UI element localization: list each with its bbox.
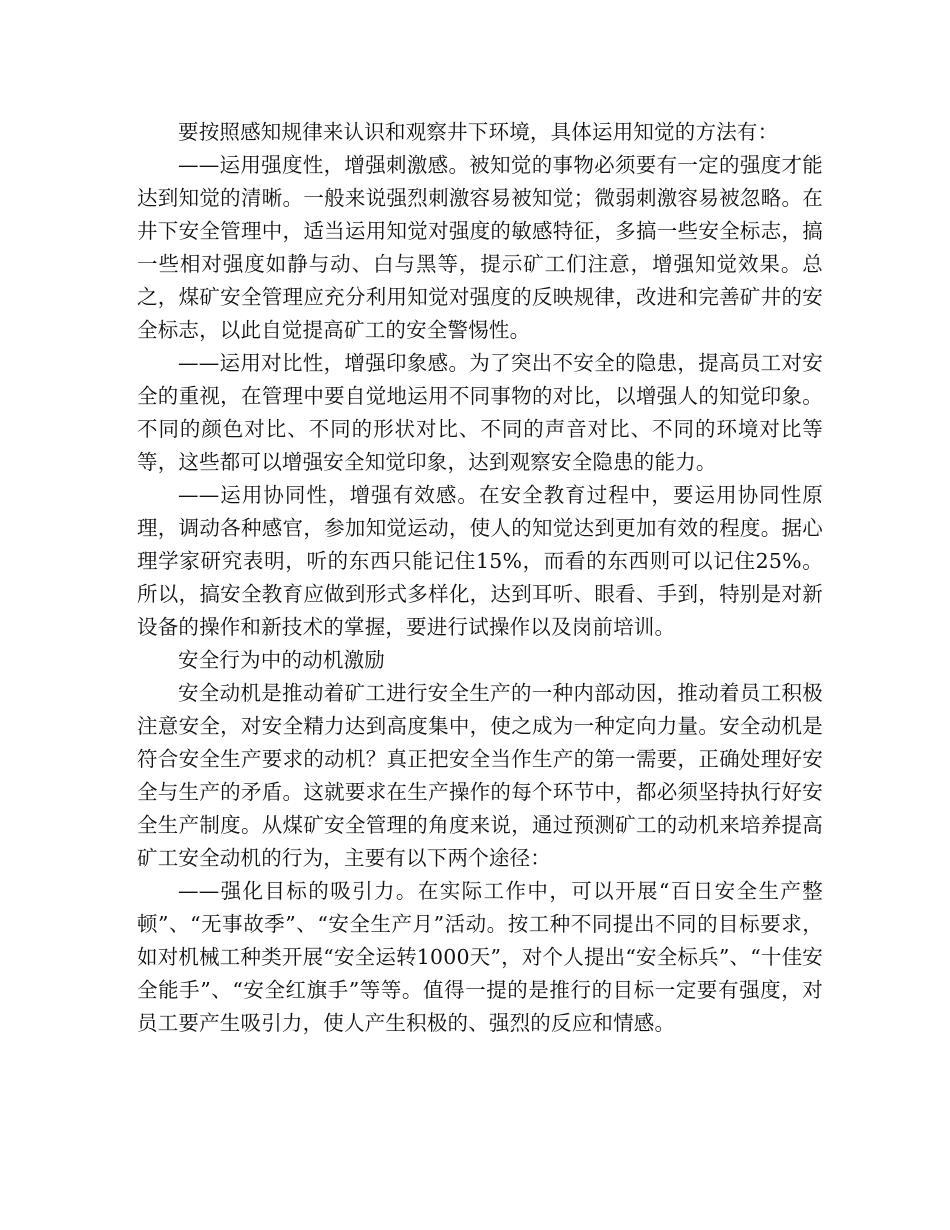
paragraph-goal-attraction: ——强化目标的吸引力。在实际工作中，可以开展“百日安全生产整顿”、“无事故季”、“安全生产月”活动。按工种不同提出不同的目标要求，如对机械工种类开展“安全运转1000天”，对个人提出“安全标兵”、“十佳安全能手”、“安全红旗手”等等。值得一提的是推行的目标一定要有强度，对员工要产生吸引力，使人产生积极的、强烈的反应和情感。 xyxy=(137,879,823,1035)
paragraph-synergy: ——运用协同性，增强有效感。在安全教育过程中，要运用协同性原理，调动各种感官，参加知觉运动，使人的知觉达到更加有效的程度。据心理学家研究表明，听的东西只能记住15%，而看的东西则可以记住25%。所以，搞安全教育应做到形式多样化，达到耳听、眼看、手到，特别是对新设备的操作和新技术的掌握，要进行试操作以及岗前培训。 xyxy=(137,483,823,639)
section-heading: 安全行为中的动机激励 xyxy=(178,648,385,672)
paragraph-intensity: ——运用强度性，增强刺激感。被知觉的事物必须要有一定的强度才能达到知觉的清晰。一般来说强烈刺激容易被知觉；微弱刺激容易被忽略。在井下安全管理中，适当运用知觉对强度的敏感特征，多搞一些安全标志，搞一些相对强度如静与动、白与黑等，提示矿工们注意，增强知觉效果。总之，煤矿安全管理应充分利用知觉对强度的反映规律，改进和完善矿井的安全标志，以此自觉提高矿工的安全警惕性。 xyxy=(137,153,823,342)
paragraph-contrast: ——运用对比性，增强印象感。为了突出不安全的隐患，提高员工对安全的重视，在管理中要自觉地运用不同事物的对比，以增强人的知觉印象。不同的颜色对比、不同的形状对比、不同的声音对比、不同的环境对比等等，这些都可以增强安全知觉印象，达到观察安全隐患的能力。 xyxy=(137,351,823,474)
paragraph-motivation: 安全动机是推动着矿工进行安全生产的一种内部动因，推动着员工积极注意安全，对安全精力达到高度集中，使之成为一种定向力量。安全动机是符合安全生产要求的动机？真正把安全当作生产的第一需要，正确处理好安全与生产的矛盾。这就要求在生产操作的每个环节中，都必须坚持执行好安全生产制度。从煤矿安全管理的角度来说，通过预测矿工的动机来培养提高矿工安全动机的行为，主要有以下两个途径： xyxy=(137,681,823,870)
paragraph-intro: 要按照感知规律来认识和观察井下环境，具体运用知觉的方法有： xyxy=(178,120,779,144)
document-body xyxy=(137,116,823,1040)
